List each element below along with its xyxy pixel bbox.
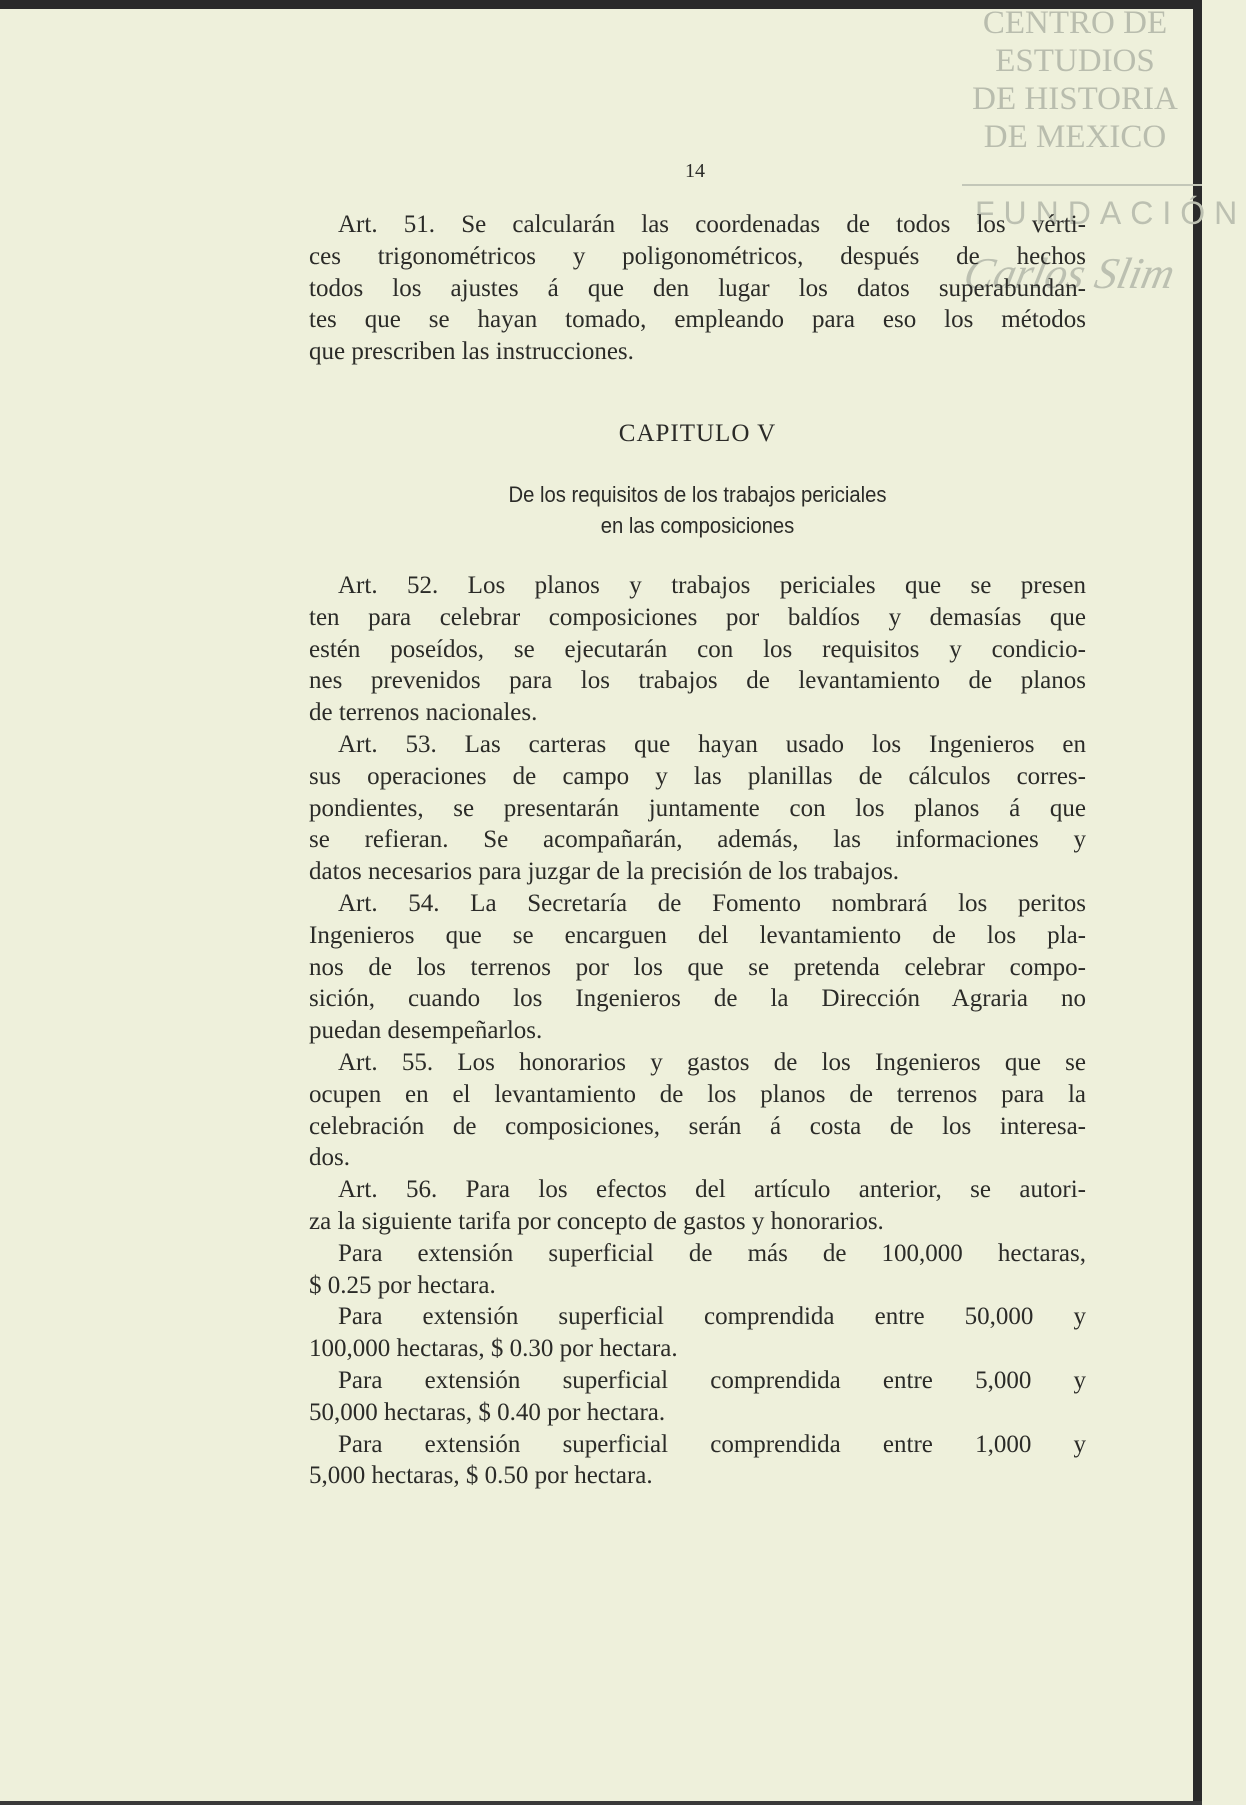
paragraph	[309, 729, 1086, 888]
text-line: Para extensión superficial de más de 100,000 hectaras,	[338, 1239, 1086, 1267]
watermark-line: ESTUDIOS	[995, 43, 1155, 79]
chapter-title: CAPITULO V	[618, 420, 777, 447]
text-line: todos los ajustes á que den lugar los datos superabundan-	[309, 274, 1086, 302]
text-line: Para extensión superficial comprendida entre 1,000 y	[338, 1430, 1086, 1458]
text-line: se refieran. Se acompañarán, además, las informaciones y	[309, 826, 1086, 854]
articles-body	[309, 570, 1086, 1492]
text-line: nos de los terrenos por los que se pretenda celebrar compo-	[309, 953, 1086, 981]
text-line: sus operaciones de campo y las planillas de cálculos corres-	[309, 762, 1086, 790]
text-line: Art. 56. Para los efectos del artículo anterior, se autori-	[338, 1176, 1086, 1204]
text-line: nes prevenidos para los trabajos de levantamiento de planos	[309, 667, 1086, 695]
chapter-subtitle-line-1: De los requisitos de los trabajos periciales	[508, 482, 887, 507]
page-number: 14	[685, 160, 705, 182]
text-line: de terrenos nacionales.	[309, 699, 538, 727]
chapter-subtitle-line-2: en las composiciones	[600, 513, 795, 538]
text-line: Para extensión superficial comprendida entre 5,000 y	[338, 1366, 1086, 1394]
watermark-line: CENTRO DE	[982, 5, 1168, 41]
text-line: estén poseídos, se ejecutarán con los requisitos y condicio-	[309, 635, 1086, 663]
watermark-line: DE HISTORIA	[972, 81, 1178, 117]
scan-border-bottom	[0, 1801, 1202, 1805]
text-line: ocupen en el levantamiento de los planos de terrenos para la	[309, 1080, 1086, 1108]
text-line: pondientes, se presentarán juntamente con los planos á que	[309, 794, 1086, 822]
text-line: Art. 54. La Secretaría de Fomento nombrará los peritos	[338, 889, 1086, 917]
article-51	[309, 209, 1086, 368]
text-line: 50,000 hectaras, $ 0.40 por hectara.	[309, 1398, 666, 1426]
paragraph	[309, 1365, 1086, 1429]
watermark-signature: Carlos Slim	[959, 249, 1180, 298]
text-line: za la siguiente tarifa por concepto de gastos y honorarios.	[309, 1207, 884, 1235]
paragraph	[309, 1174, 1086, 1238]
text-line: $ 0.25 por hectara.	[309, 1271, 496, 1299]
text-line: tes que se hayan tomado, empleando para eso los métodos	[309, 306, 1086, 334]
watermark-institution	[955, 4, 1195, 156]
text-line: sición, cuando los Ingenieros de la Dirección Agraria no	[309, 985, 1086, 1013]
paragraph	[309, 570, 1086, 729]
text-line: celebración de composiciones, serán á costa de los interesa-	[309, 1112, 1086, 1140]
text-line: Art. 51. Se calcularán las coordenadas de todos los vérti-	[338, 211, 1086, 238]
text-line: ten para celebrar composiciones por baldíos y demasías que	[309, 603, 1086, 631]
text-line: Ingenieros que se encarguen del levantamiento de los pla-	[309, 921, 1086, 949]
scan-border-right	[1193, 0, 1202, 1805]
text-line: que prescriben las instrucciones.	[309, 338, 634, 366]
text-line: Art. 52. Los planos y trabajos periciales que se presen	[338, 572, 1086, 599]
text-line: 100,000 hectaras, $ 0.30 por hectara.	[309, 1335, 678, 1363]
text-line: 5,000 hectaras, $ 0.50 por hectara.	[309, 1462, 653, 1490]
paragraph	[309, 1047, 1086, 1174]
paragraph	[309, 1429, 1086, 1493]
text-line: datos necesarios para juzgar de la precisión de los trabajos.	[309, 858, 900, 886]
text-line: Para extensión superficial comprendida entre 50,000 y	[338, 1303, 1086, 1331]
text-line: puedan desempeñarlos.	[309, 1017, 543, 1045]
paragraph	[309, 209, 1086, 368]
watermark-foundation: FUNDACIÓN	[975, 195, 1246, 231]
watermark-line: DE MEXICO	[983, 119, 1167, 155]
text-line: Art. 55. Los honorarios y gastos de los Ingenieros que se	[338, 1048, 1086, 1076]
text-line: ces trigonométricos y poligonométricos, después de hechos	[309, 242, 1086, 270]
text-line: Art. 53. Las carteras que hayan usado los Ingenieros en	[338, 730, 1086, 758]
paragraph	[309, 888, 1086, 1047]
text-line: dos.	[309, 1144, 350, 1172]
paragraph	[309, 1238, 1086, 1302]
watermark-divider	[962, 184, 1202, 186]
paragraph	[309, 1301, 1086, 1365]
